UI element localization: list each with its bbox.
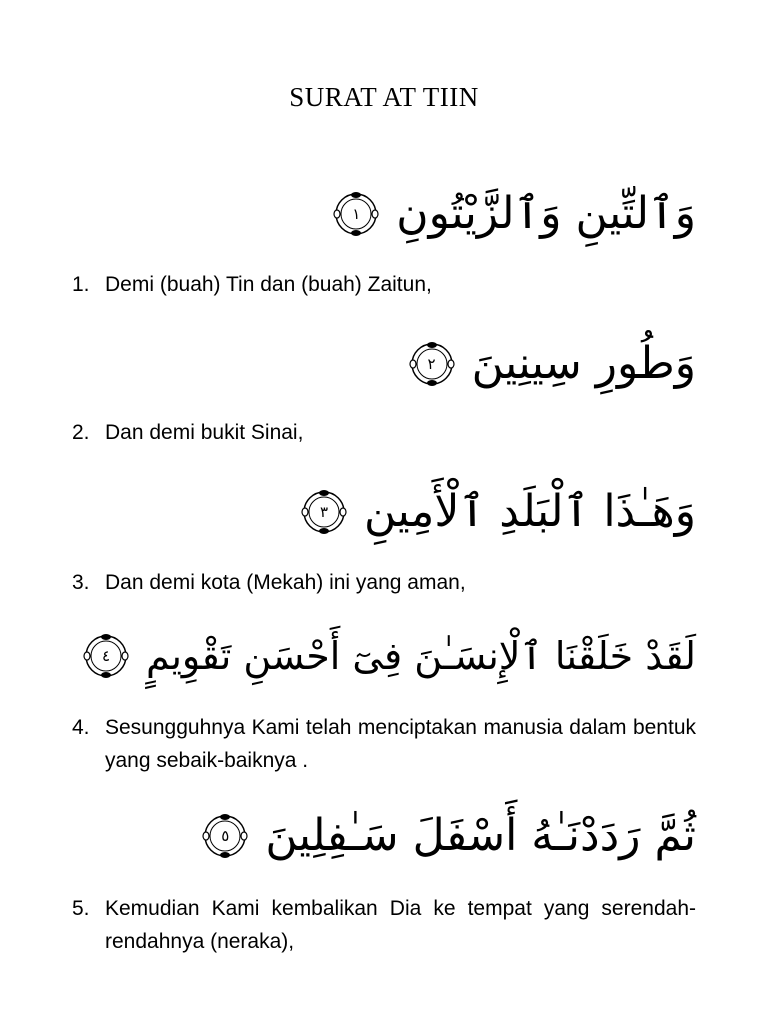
translation-number: 3. — [72, 571, 90, 594]
translation — [72, 566, 696, 599]
translation — [72, 892, 696, 958]
translation — [72, 416, 696, 449]
translation-text: Dan demi bukit Sinai, — [105, 421, 304, 444]
translation-number: 1. — [72, 273, 90, 296]
ayah-number: ٢ — [427, 355, 436, 373]
ayah-end-marker-icon — [300, 488, 348, 536]
ayah-end-marker-icon — [82, 632, 130, 680]
ayah-number: ١ — [352, 205, 361, 223]
page-title: SURAT AT TIIN — [289, 82, 479, 112]
ayah-number: ٥ — [221, 827, 230, 845]
ayah-number: ٤ — [102, 647, 111, 665]
arabic-verse-text: ثُمَّ رَدَدْنَـٰهُ أَسْفَلَ سَـٰفِلِينَ — [265, 810, 696, 861]
translation-text: Kemudian Kami kembalikan Dia ke tempat yang serendah-rendahnya (neraka), — [105, 897, 696, 953]
translation-number: 4. — [72, 716, 90, 739]
arabic-verse-text: لَقَدْ خَلَقْنَا ٱلْإِنسَـٰنَ فِىٓ أَحْسَنِ تَقْوِيمٍ — [146, 634, 696, 678]
translation-number: 2. — [72, 421, 90, 444]
arabic-line — [300, 470, 696, 554]
translation-text: Sesungguhnya Kami telah menciptakan manusia dalam bentuk yang sebaik-baiknya . — [105, 716, 696, 772]
ayah-end-marker-icon — [408, 340, 456, 388]
translation — [72, 711, 696, 777]
translation-number: 5. — [72, 897, 90, 920]
arabic-line — [201, 794, 696, 878]
arabic-line — [332, 172, 696, 256]
translation — [72, 268, 696, 301]
arabic-line — [82, 614, 696, 698]
translation-text: Demi (buah) Tin dan (buah) Zaitun, — [105, 273, 432, 296]
arabic-verse-text: وَهَـٰذَا ٱلْبَلَدِ ٱلْأَمِينِ — [364, 486, 696, 537]
arabic-verse-text: وَٱلتِّينِ وَٱلزَّيْتُونِ — [396, 188, 696, 239]
ayah-end-marker-icon — [201, 812, 249, 860]
arabic-verse-text: وَطُورِ سِينِينَ — [471, 338, 696, 389]
translation-text: Dan demi kota (Mekah) ini yang aman, — [105, 571, 466, 594]
arabic-line — [408, 322, 696, 406]
ayah-number: ٣ — [319, 503, 329, 521]
ayah-end-marker-icon — [332, 190, 380, 238]
